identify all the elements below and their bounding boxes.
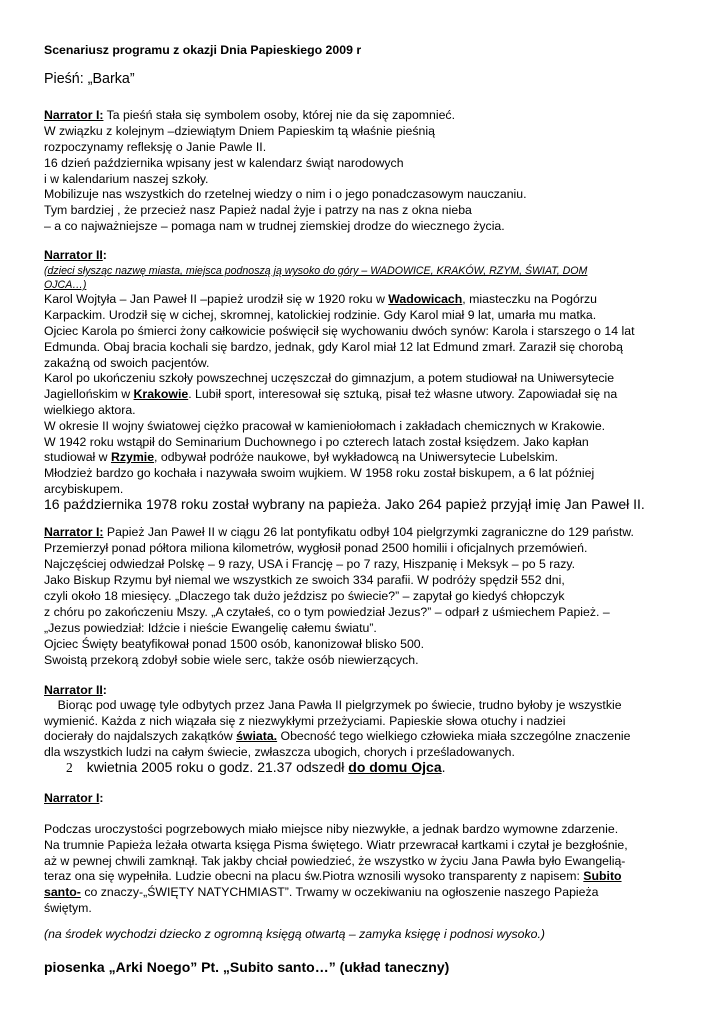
text: co znaczy-„ŚWIĘTY NATYCHMIAST”. Trwamy w oczekiwaniu na ogłoszenie naszego Papieża bbox=[80, 885, 599, 899]
s1-line-6: Mobilizuje nas wszystkich do rzetelnej wiedzy o nim i o jego ponadczasowym nauczaniu. bbox=[44, 187, 527, 201]
s3-line-9: Swoistą przekorą zdobył sobie wiele serc, także osób niewierzących. bbox=[44, 653, 419, 667]
s5-line-2: Na trumnie Papieża leżała otwarta księga Pisma świętego. Wiatr przewracał kartkami i czytał je bezgłośnie, bbox=[44, 838, 628, 852]
text: . bbox=[441, 759, 446, 775]
final-song: piosenka „Arki Noego” Pt. „Subito santo…” (układ taneczny) bbox=[44, 959, 450, 975]
s4-line-4: dla wszystkich ludzi na całym świecie, zwłaszcza ubogich, chorych i prześladowanych. bbox=[44, 745, 515, 759]
s2-line-10: W 1942 roku wstąpił do Seminarium Duchownego i po czterech latach został księdzem. Jako kapłan bbox=[44, 435, 589, 449]
colon: : bbox=[102, 683, 107, 697]
narrator-label: Narrator I bbox=[44, 791, 100, 805]
s2-note-2: OJCA…) bbox=[44, 279, 87, 291]
text: Obecność tego wielkiego człowieka miała szczególne znaczenie bbox=[277, 729, 631, 743]
s2-line-13: arcybiskupem. bbox=[44, 482, 124, 496]
narrator-label: Narrator II bbox=[44, 248, 103, 262]
s2-line-2: Karpackim. Urodził się w cichej, skromnej, katolickiej rodzinie. Gdy Karol miał 9 lat, umarła mu matka. bbox=[44, 308, 597, 322]
text: studiował w bbox=[44, 450, 111, 464]
s2-line-12: Młodzież bardzo go kochała i nazywała swoim wujkiem. W 1958 roku został biskupem, a 6 lat później bbox=[44, 466, 595, 480]
s4-narrator bbox=[44, 683, 107, 698]
s4-line-1: Biorąc pod uwagę tyle odbytych przez Jana Pawła II pielgrzymek po świecie, trudno byłoby je wszystkie bbox=[44, 698, 622, 712]
s3-line-8: Ojciec Święty beatyfikował ponad 1500 osób, kanonizował blisko 500. bbox=[44, 637, 425, 651]
narrator-label: Narrator I: bbox=[44, 525, 104, 539]
s2-line-11 bbox=[44, 450, 558, 465]
s2-line-7 bbox=[44, 387, 617, 402]
s5-line-3: aż w pewnej chwili zamknął. Tak jakby chciał powiedzieć, że wszystko w życiu Jana Pawła było Ewangelią- bbox=[44, 854, 626, 868]
document-title: Scenariusz programu z okazji Dnia Papieskiego 2009 r bbox=[44, 43, 362, 57]
text: Karol Wojtyła – Jan Paweł II –papież urodził się w 1920 roku w bbox=[44, 292, 389, 306]
s4-line-3 bbox=[44, 729, 630, 744]
s2-line-6: Karol po ukończeniu szkoły powszechnej uczęszczał do gimnazjum, a potem studiował na Uniwersytecie bbox=[44, 371, 615, 385]
text: Papież Jan Paweł II w ciągu 26 lat pontyfikatu odbył 104 pielgrzymki zagraniczne do 129 państw. bbox=[103, 525, 634, 539]
s1-line-8: – a co najważniejsze – pomaga nam w trudnej ziemskiej drodze do wiecznego życia. bbox=[44, 219, 505, 233]
place-wadowice: Wadowicach bbox=[388, 292, 463, 306]
s2-narrator bbox=[44, 248, 107, 263]
s1-line-3: rozpoczynamy refleksję o Janie Pawle II. bbox=[44, 140, 267, 154]
text: , miasteczku na Pogórzu bbox=[462, 292, 597, 306]
s2-line-9: W okresie II wojny światowej ciężko pracował w kamieniołomach i zakładach chemicznych w Krakowie. bbox=[44, 419, 606, 433]
place-rzym: Rzymie bbox=[110, 450, 155, 464]
s2-line-8: wielkiego aktora. bbox=[44, 403, 136, 417]
narrator-label: Narrator I: bbox=[44, 108, 104, 122]
s5-line-1: Podczas uroczystości pogrzebowych miało miejsce niby niezwykłe, a jednak bardzo wymowne zdarzenie. bbox=[44, 822, 619, 836]
stage-note: (na środek wychodzi dziecko z ogromną księgą otwartą – zamyka księgę i podnosi wysoko.) bbox=[44, 927, 545, 941]
s1-line-4: 16 dzień października wpisany jest w kalendarz świąt narodowych bbox=[44, 156, 404, 170]
text: , odbywał podróże naukowe, był wykładowcą na Uniwersytecie Lubelskim. bbox=[154, 450, 558, 464]
place-swiat: świata. bbox=[236, 729, 278, 743]
s3-line-5: czyli około 18 miesięcy. „Dlaczego tak dużo jeździsz po świecie?” – zapytał go kiedyś chłopczyk bbox=[44, 589, 565, 603]
text: Ta pieśń stała się symbolem osoby, której nie da się zapomnieć. bbox=[103, 108, 456, 122]
song-title: Pieśń: „Barka” bbox=[44, 71, 135, 87]
s5-line-4 bbox=[44, 869, 622, 884]
s2-line-3: Ojciec Karola po śmierci żony całkowicie poświęcił się wychowaniu dwóch synów: Karola i starszego o 14 lat bbox=[44, 324, 635, 338]
s3-line-3: Najczęściej odwiedzał Polskę – 9 razy, USA i Francję – po 7 razy, Hiszpanię i Meksyk – po 5 razy. bbox=[44, 557, 576, 571]
s1-line-2: W związku z kolejnym –dziewiątym Dniem Papieskim tą właśnie pieśnią bbox=[44, 124, 435, 138]
list-number: 2 bbox=[66, 760, 73, 775]
s3-line-2: Przemierzył ponad półtora miliona kilometrów, wygłosił ponad 2500 homilii i oficjalnych przemówień. bbox=[44, 541, 588, 555]
s3-line-1 bbox=[44, 525, 634, 540]
colon: : bbox=[102, 248, 107, 262]
text: docierały do najdalszych zakątków bbox=[44, 729, 237, 743]
text: kwietnia 2005 roku o godz. 21.37 odszedł bbox=[86, 759, 349, 775]
s4-line-2: wymienić. Każda z nich wiązała się z niezwykłymi przeżyciami. Papieskie słowa otuchy i nadziei bbox=[44, 714, 566, 728]
s2-line-4: Edmunda. Obaj bracia kochali się bardzo, jednak, gdy Karol miał 12 lat Edmund zmarł. Zaraził się chorobą bbox=[44, 340, 623, 354]
text: teraz ona się wypełniła. Ludzie obecni na placu św.Piotra wznosili wysoko transparenty z napisem: bbox=[44, 869, 584, 883]
text: Jagiellońskim w bbox=[44, 387, 134, 401]
s1-line-5: i w kalendarium naszej szkoły. bbox=[44, 172, 209, 186]
s2-line-1 bbox=[44, 292, 597, 307]
s3-line-4: Jako Biskup Rzymu był niemal we wszystkich ze swoich 334 parafii. W podróży spędził 552 dni, bbox=[44, 573, 565, 587]
subito-text: Subito bbox=[583, 869, 622, 883]
s2-line-14: 16 października 1978 roku został wybrany na papieża. Jako 264 papież przyjął imię Jan Paweł II. bbox=[44, 496, 645, 512]
place-krakow: Krakowie bbox=[133, 387, 189, 401]
s1-line-1 bbox=[44, 108, 455, 123]
s5-narrator bbox=[44, 791, 103, 806]
s3-line-7: „Jezus powiedział: Idźcie i nieście Ewangelię całemu światu”. bbox=[44, 621, 377, 635]
s2-note-1: (dzieci słysząc nazwę miasta, miejsca podnoszą ją wysoko do góry – WADOWICE, KRAKÓW, RZYM, ŚWIAT, DOM bbox=[44, 265, 588, 277]
s2-line-5: zakaźną od swoich pacjentów. bbox=[44, 356, 210, 370]
colon: : bbox=[99, 791, 104, 805]
s3-line-6: z chóru po zakończeniu Mszy. „A czytałeś, co o tym powiedział Jezus?” – odparł z uśmiechem Papież. – bbox=[44, 605, 610, 619]
text: . Lubił sport, interesował się sztuką, pisał też własne utwory. Zapowiadał się na bbox=[188, 387, 618, 401]
s4-line-5 bbox=[66, 760, 446, 775]
place-dom-ojca: do domu Ojca bbox=[348, 759, 442, 775]
s5-line-6: świętym. bbox=[44, 901, 92, 915]
s5-line-5 bbox=[44, 885, 598, 900]
santo-text: santo- bbox=[44, 885, 81, 899]
narrator-label: Narrator II bbox=[44, 683, 103, 697]
s1-line-7: Tym bardziej , że przecież nasz Papież nadal żyje i patrzy na nas z okna nieba bbox=[44, 203, 472, 217]
